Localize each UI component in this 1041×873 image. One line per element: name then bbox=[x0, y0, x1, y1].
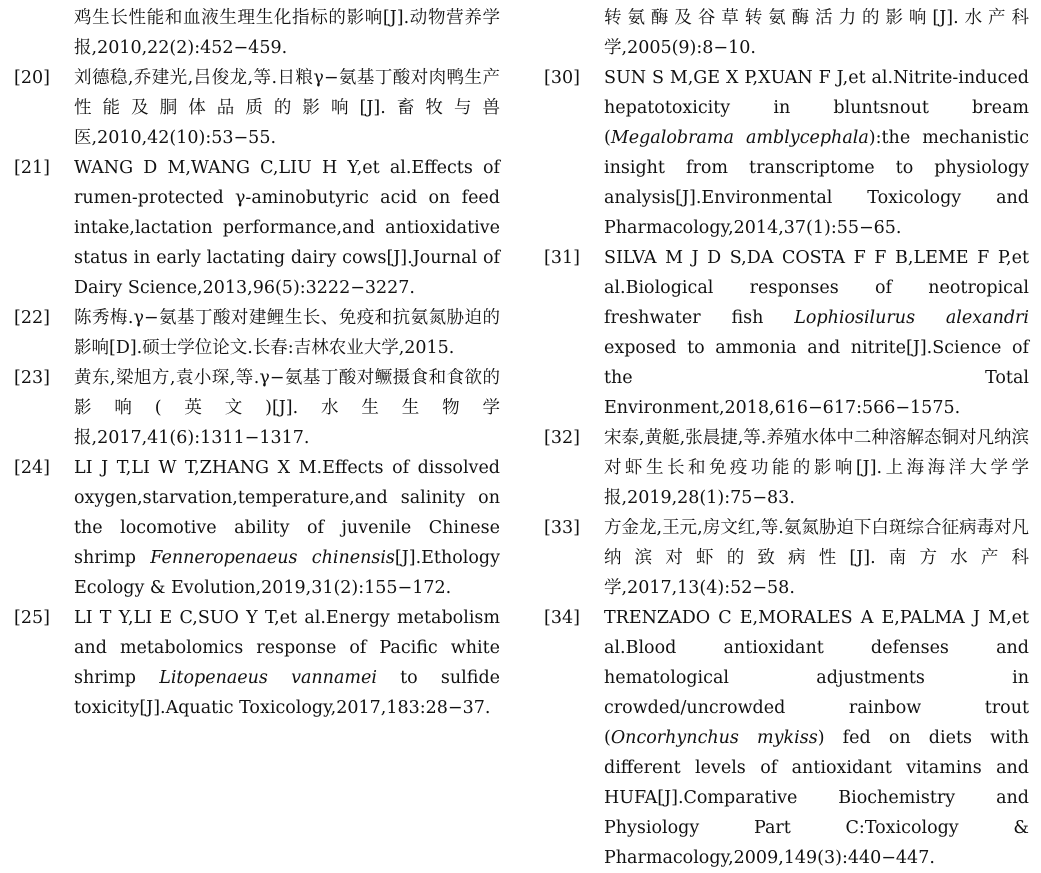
reference-number: [31] bbox=[544, 248, 580, 268]
reference-text: 方金龙,王元,房文红,等.氨氮胁迫下白斑综合征病毒对凡纳滨对虾的致病性[J].南方水产科学,2017,13(4):52−58. bbox=[604, 518, 1029, 598]
reference-item bbox=[544, 423, 1029, 513]
reference-item bbox=[14, 363, 500, 453]
reference-item bbox=[544, 603, 1029, 873]
reference-item bbox=[544, 243, 1029, 423]
species-name: Megalobrama amblycephala bbox=[610, 128, 869, 148]
reference-text-before: LI T Y,LI E C,SUO Y T,et al.Energy metabolism and metabolomics response of Pacific white shrimp bbox=[74, 608, 500, 688]
reference-text-after: ):the mechanistic insight from transcriptome to physiology analysis[J].Environmental Toxicology and Pharmacology,2014,37(1):55−65. bbox=[604, 128, 1029, 238]
reference-text-before: SUN S M,GE X P,XUAN F J,et al.Nitrite-induced hepatotoxicity in bluntsnout bream ( bbox=[604, 68, 1029, 148]
reference-text bbox=[604, 603, 1029, 873]
reference-item bbox=[14, 453, 500, 603]
species-name: Litopenaeus vannamei bbox=[159, 668, 377, 688]
reference-item bbox=[544, 63, 1029, 243]
reference-text-after: ) fed on diets with different levels of antioxidant vitamins and HUFA[J].Comparative Biochemistry and Physiology Part C:Toxicology & Pharmacology,2009,149(3):440−447. bbox=[604, 728, 1029, 868]
reference-text bbox=[604, 63, 1029, 243]
left-column bbox=[14, 0, 500, 723]
reference-continuation-text: 鸡生长性能和血液生理生化指标的影响[J].动物营养学报,2010,22(2):452−459. bbox=[74, 8, 500, 58]
reference-number: [24] bbox=[14, 458, 50, 478]
reference-number: [20] bbox=[14, 68, 50, 88]
reference-text: 宋泰,黄艇,张晨捷,等.养殖水体中二种溶解态铜对凡纳滨对虾生长和免疫功能的影响[J].上海海洋大学学报,2019,28(1):75−83. bbox=[604, 428, 1029, 508]
reference-number: [32] bbox=[544, 428, 580, 448]
reference-text-after: [J].Ethology Ecology & Evolution,2019,31(2):155−172. bbox=[74, 548, 500, 598]
reference-text bbox=[74, 603, 500, 723]
reference-item bbox=[14, 153, 500, 303]
reference-number: [34] bbox=[544, 608, 580, 628]
reference-text-before: TRENZADO C E,MORALES A E,PALMA J M,et al.Blood antioxidant defenses and hematological adjustments in crowded/uncrowded rainbow trout ( bbox=[604, 608, 1029, 748]
right-column bbox=[544, 0, 1029, 873]
reference-number: [33] bbox=[544, 518, 580, 538]
reference-text-after: to sulfide toxicity[J].Aquatic Toxicology,2017,183:28−37. bbox=[74, 668, 500, 718]
reference-item bbox=[14, 603, 500, 723]
reference-text-before: SILVA M J D S,DA COSTA F F B,LEME F P,et al.Biological responses of neotropical freshwater fish bbox=[604, 248, 1029, 328]
reference-continuation-left bbox=[14, 0, 500, 63]
species-name: Fenneropenaeus chinensis bbox=[150, 548, 395, 568]
reference-text bbox=[74, 453, 500, 603]
reference-text: 陈秀梅.γ−氨基丁酸对建鲤生长、免疫和抗氨氮胁迫的影响[D].硕士学位论文.长春:吉林农业大学,2015. bbox=[74, 308, 500, 358]
reference-text: WANG D M,WANG C,LIU H Y,et al.Effects of rumen-protected γ-aminobutyric acid on feed intake,lactation performance,and antioxidative status in early lactating dairy cows[J].Journal of Dairy Science,2013,96(5):3222−3227. bbox=[74, 158, 500, 298]
reference-text-after: exposed to ammonia and nitrite[J].Science of the Total Environment,2018,616−617:566−1575. bbox=[604, 338, 1029, 418]
reference-number: [30] bbox=[544, 68, 580, 88]
reference-number: [23] bbox=[14, 368, 50, 388]
species-name: Lophiosilurus alexandri bbox=[794, 308, 1030, 328]
reference-item bbox=[544, 513, 1029, 603]
reference-text-before: LI J T,LI W T,ZHANG X M.Effects of dissolved oxygen,starvation,temperature,and salinity on the locomotive ability of juvenile Chinese shrimp bbox=[74, 458, 500, 568]
reference-number: [22] bbox=[14, 308, 50, 328]
reference-number: [21] bbox=[14, 158, 50, 178]
reference-item bbox=[14, 303, 500, 363]
reference-text: 刘德稳,乔建光,吕俊龙,等.日粮γ−氨基丁酸对肉鸭生产性能及胴体品质的影响[J].畜牧与兽医,2010,42(10):53−55. bbox=[74, 68, 500, 148]
reference-text: 黄东,梁旭方,袁小琛,等.γ−氨基丁酸对鳜摄食和食欲的影响(英文)[J].水生生物学报,2017,41(6):1311−1317. bbox=[74, 368, 500, 448]
species-name: Oncorhynchus mykiss bbox=[610, 728, 818, 748]
reference-number: [25] bbox=[14, 608, 50, 628]
reference-continuation-text: 转氨酶及谷草转氨酶活力的影响[J].水产科学,2005(9):8−10. bbox=[604, 8, 1029, 58]
reference-item bbox=[14, 63, 500, 153]
reference-continuation-right bbox=[544, 0, 1029, 63]
reference-text bbox=[604, 243, 1029, 423]
